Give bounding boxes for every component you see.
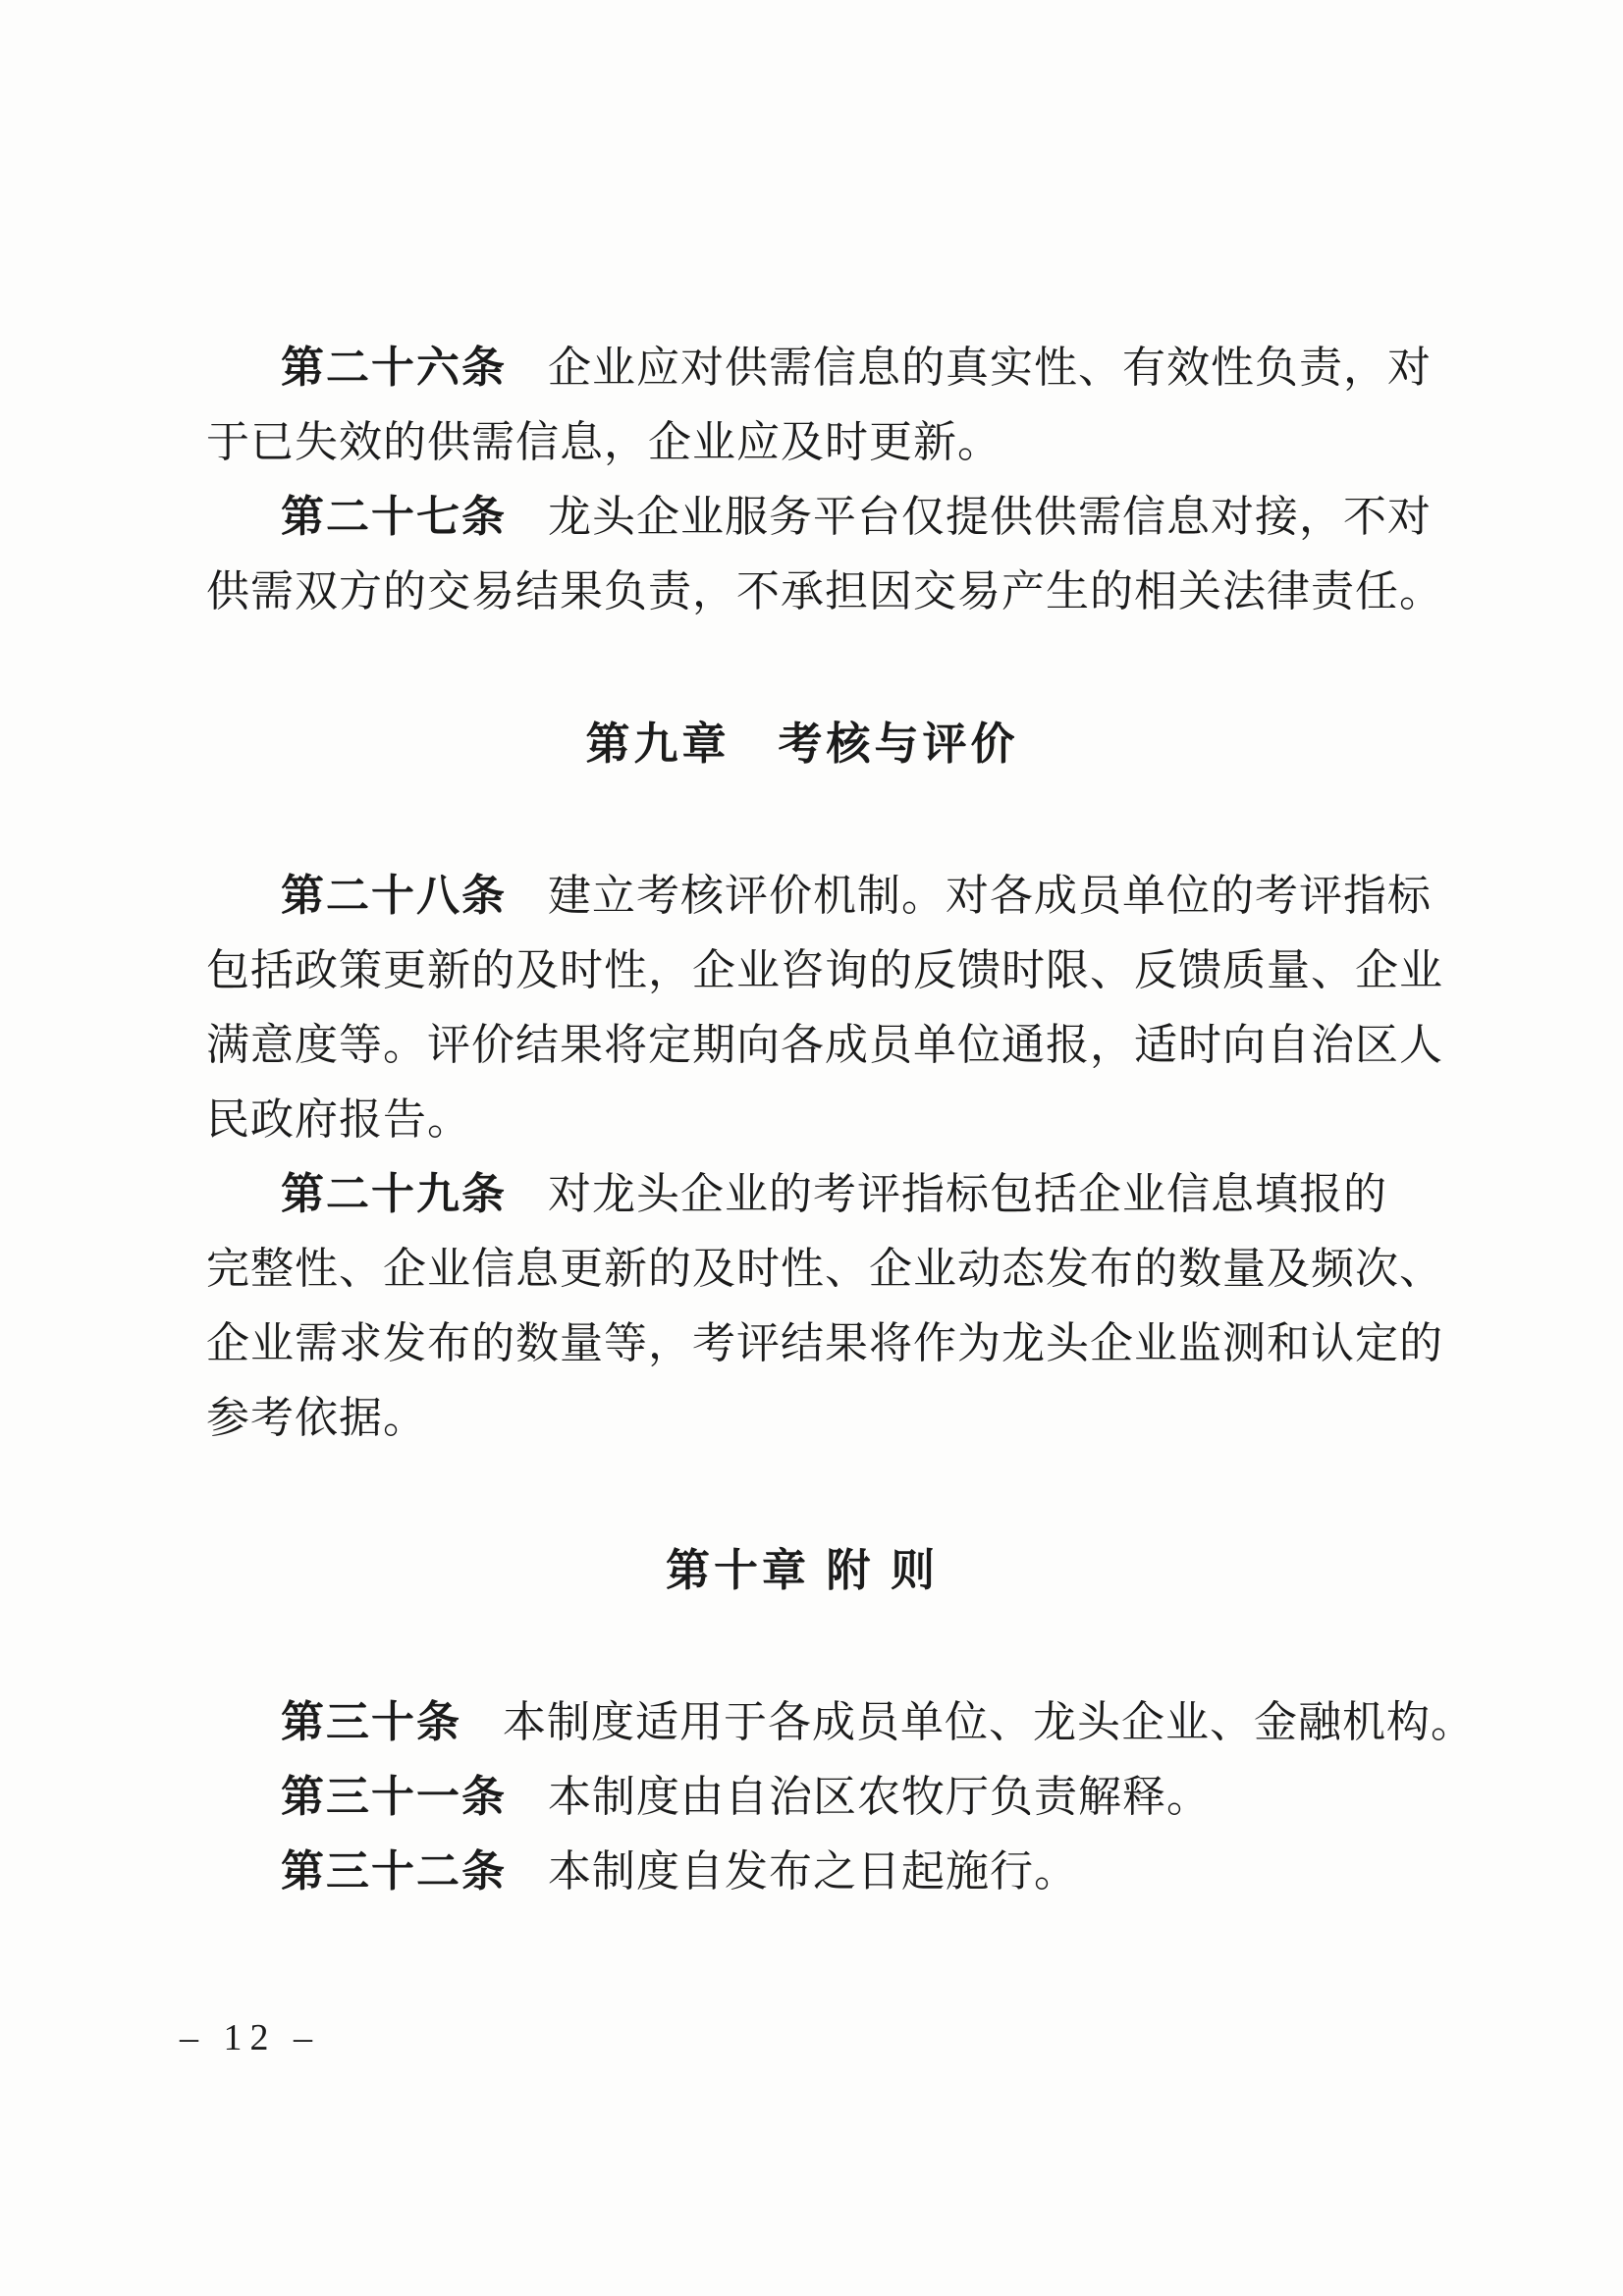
- article-line: [206, 859, 1432, 934]
- article-line: [206, 1760, 1398, 1835]
- article-number: 第三十一条: [281, 1773, 507, 1821]
- article-continuation-line: [206, 405, 1398, 480]
- article-text: 建立考核评价机制。对各成员单位的考评指标: [548, 872, 1432, 920]
- article-line: [206, 1685, 1475, 1760]
- article-text: 满意度等。评价结果将定期向各成员单位通报，适时向自治区人: [206, 1021, 1443, 1069]
- article-number: 第三十条: [281, 1698, 461, 1746]
- article-text: 龙头企业服务平台仅提供供需信息对接，不对: [548, 493, 1432, 541]
- article-line: [206, 331, 1432, 405]
- article-line: [206, 1157, 1398, 1232]
- article-text: 本制度自发布之日起施行。: [548, 1847, 1078, 1896]
- document-body: [206, 331, 1475, 1909]
- article-text: 供需双方的交易结果负责，不承担因交易产生的相关法律责任。: [206, 567, 1443, 615]
- article-text: 完整性、企业信息更新的及时性、企业动态发布的数量及频次、: [206, 1245, 1443, 1293]
- article-number: 第二十八条: [281, 872, 507, 920]
- article-text: 本制度适用于各成员单位、龙头企业、金融机构。: [503, 1698, 1475, 1746]
- chapter-heading: 第十章 附 则: [665, 1545, 939, 1595]
- article-text: 本制度由自治区农牧厅负责解释。: [548, 1773, 1211, 1821]
- article-text: 参考依据。: [206, 1394, 427, 1442]
- article-continuation-line: [206, 1008, 1443, 1083]
- article-number: 第二十六条: [281, 344, 507, 392]
- article-continuation-line: [206, 1232, 1443, 1307]
- chapter-heading: 第九章 考核与评价: [585, 719, 1019, 769]
- page-number: – 12 –: [180, 2017, 320, 2058]
- article-continuation-line: [206, 1307, 1443, 1381]
- article-text: 企业需求发布的数量等，考评结果将作为龙头企业监测和认定的: [206, 1319, 1443, 1367]
- article-line: [206, 480, 1432, 555]
- article-text: 于已失效的供需信息，企业应及时更新。: [206, 418, 1001, 466]
- article-text: 包括政策更新的及时性，企业咨询的反馈时限、反馈质量、企业: [206, 946, 1443, 994]
- article-continuation-line: [206, 934, 1443, 1008]
- article-text: 对龙头企业的考评指标包括企业信息填报的: [548, 1170, 1387, 1218]
- article-number: 第二十九条: [281, 1170, 507, 1218]
- article-number: 第三十二条: [281, 1847, 507, 1896]
- article-line: [206, 1835, 1398, 1909]
- article-continuation-line: [206, 1083, 1398, 1157]
- article-continuation-line: [206, 555, 1443, 629]
- article-text: 民政府报告。: [206, 1095, 471, 1144]
- article-number: 第二十七条: [281, 493, 507, 541]
- article-continuation-line: [206, 1381, 1398, 1456]
- article-text: 企业应对供需信息的真实性、有效性负责，对: [548, 344, 1432, 392]
